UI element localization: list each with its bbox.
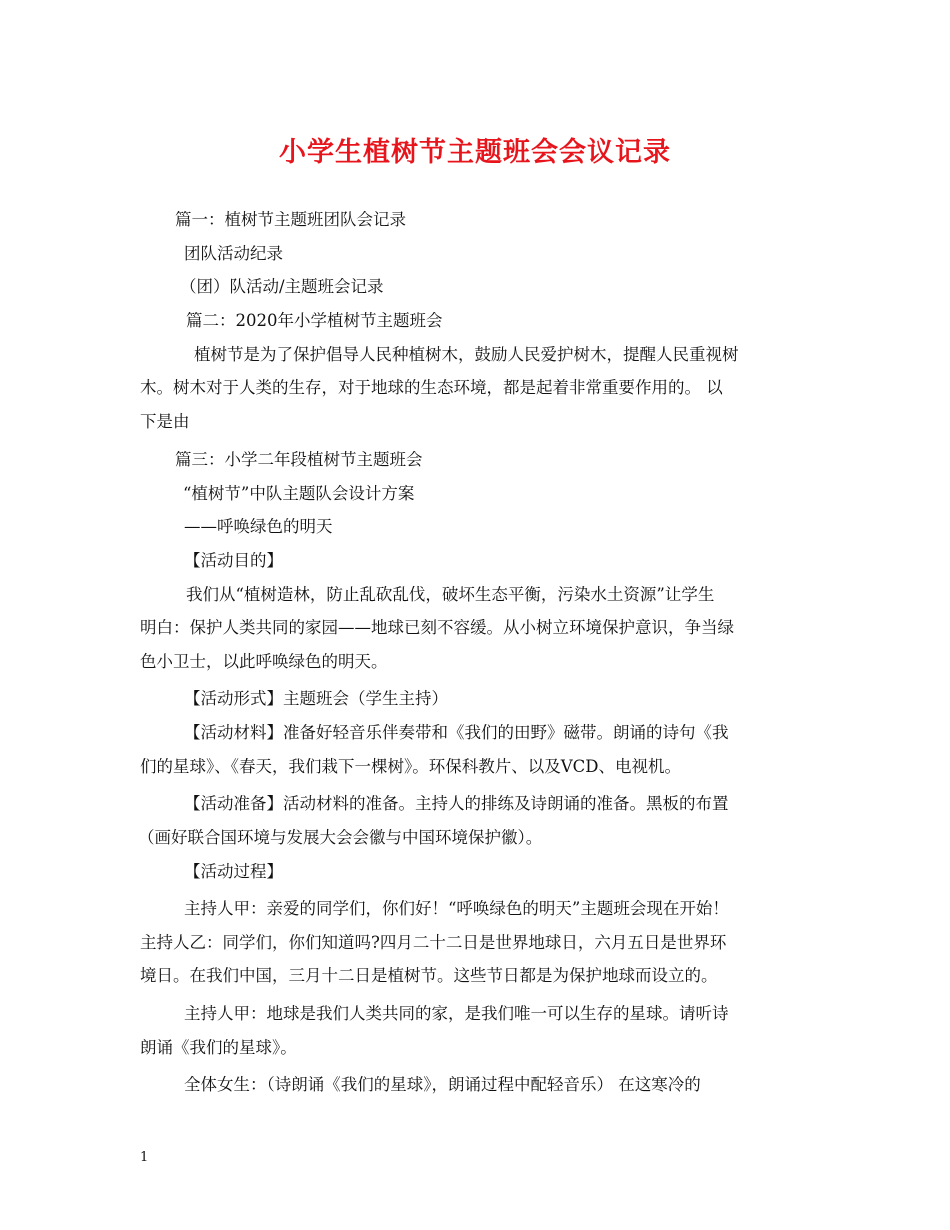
paragraph-line: 主持人乙：同学们，你们知道吗?四月二十二日是世界地球日，六月五日是世界环: [140, 933, 727, 952]
paragraph-line: 植树节是为了保护倡导人民种植树木，鼓励人民爱护树木，提醒人民重视树: [194, 345, 739, 364]
paragraph-line: 主持人甲：亲爱的同学们，你们好！“呼唤绿色的明天”主题班会现在开始！: [184, 899, 729, 918]
paragraph-line: “植树节”中队主题队会设计方案: [183, 484, 415, 503]
paragraph-line: 篇三：小学二年段植树节主题班会: [175, 450, 423, 469]
paragraph-line: ——呼唤绿色的明天: [184, 517, 333, 536]
paragraph-line: 下是由: [140, 412, 190, 431]
paragraph-line: 【活动目的】: [184, 551, 283, 570]
paragraph-line: 我们从“植树造林，防止乱砍乱伐，破坏生态平衡，污染水土资源”让学生: [186, 585, 715, 604]
paragraph-line: 明白：保护人类共同的家园——地球已刻不容缓。从小树立环境保护意识，争当绿: [140, 618, 734, 637]
paragraph-line: 【活动准备】活动材料的准备。主持人的排练及诗朗诵的准备。黑板的布置: [184, 794, 729, 813]
paragraph-line: 境日。在我们中国，三月十二日是植树节。这些节日都是为保护地球而设立的。: [140, 966, 718, 985]
paragraph-line: 全体女生：（诗朗诵《我们的星球》，朗诵过程中配轻音乐） 在这寒冷的: [184, 1075, 701, 1094]
paragraph-line: 主持人甲：地球是我们人类共同的家，是我们唯一可以生存的星球。请听诗: [184, 1004, 729, 1023]
paragraph-line: 木。树木对于人类的生存，对于地球的生态环境，都是起着非常重要作用的。 以: [140, 378, 723, 397]
paragraph-line: 朗诵《我们的星球》。: [140, 1038, 297, 1057]
paragraph-line: （画好联合国环境与发展大会会徽与中国环境保护徽）。: [138, 828, 543, 847]
paragraph-line: 【活动过程】: [184, 862, 283, 881]
paragraph-line: 【活动材料】准备好轻音乐伴奏带和《我们的田野》磁带。朗诵的诗句《我: [184, 723, 729, 742]
page-number: 1: [140, 1150, 149, 1165]
paragraph-line: 【活动形式】主题班会（学生主持）: [184, 689, 448, 708]
paragraph-line: 篇一：植树节主题班团队会记录: [175, 210, 406, 229]
paragraph-line: 篇二：2020年小学植树节主题班会: [186, 311, 443, 330]
paragraph-line: 团队活动纪录: [184, 244, 283, 263]
paragraph-line: （团）队活动/主题班会记录: [180, 277, 384, 296]
paragraph-line: 们的星球》、《春天，我们栽下一棵树》。环保科教片、以及VCD、电视机。: [140, 757, 682, 776]
document-title: 小学生植树节主题班会会议记录: [279, 137, 671, 168]
paragraph-line: 色小卫士，以此呼唤绿色的明天。: [140, 652, 388, 671]
